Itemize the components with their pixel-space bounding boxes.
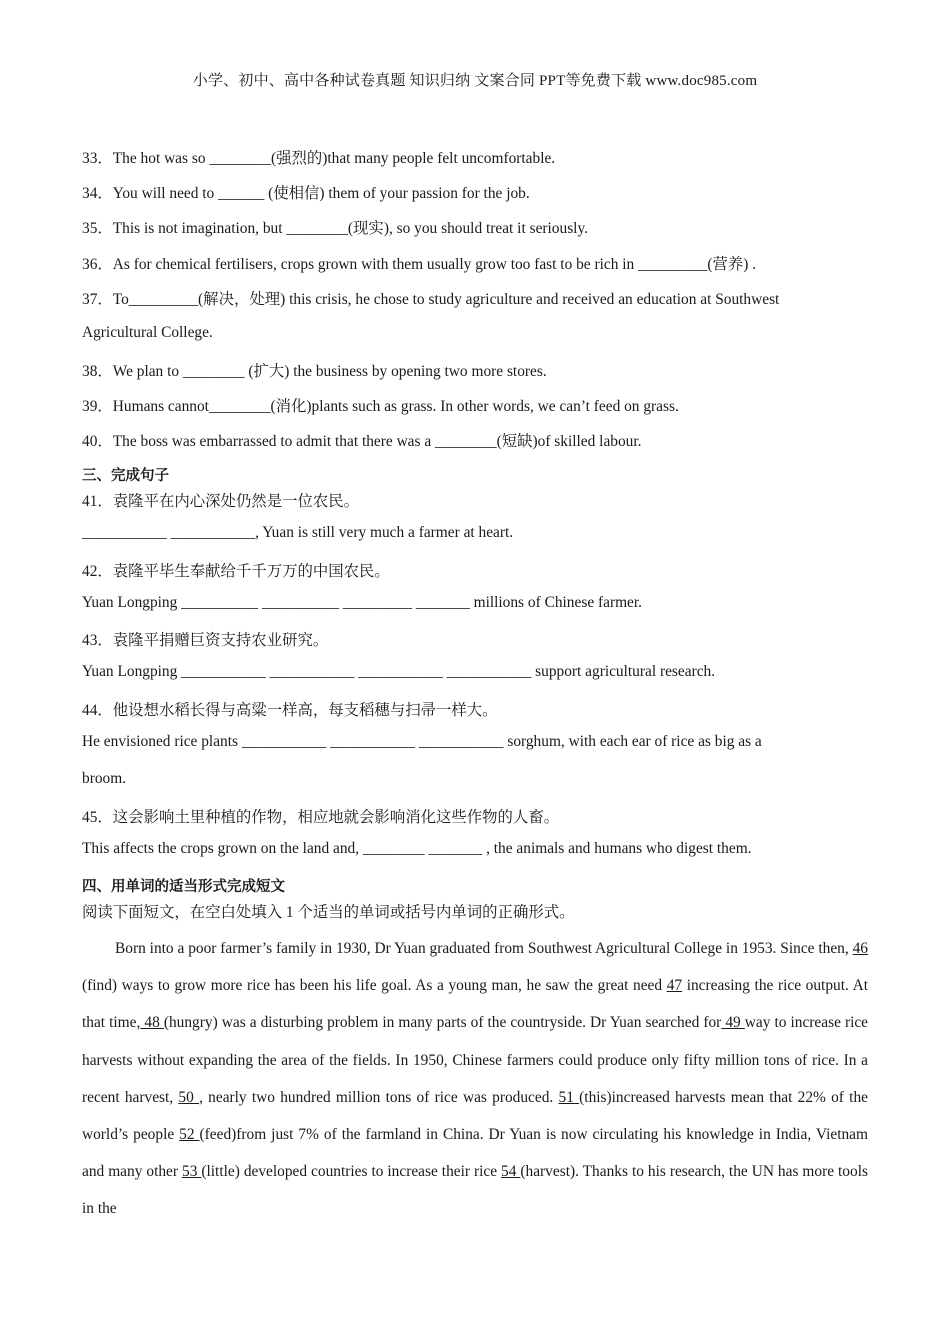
blank-49: 49 [721,1014,745,1032]
question-37-cont: Agricultural College. [82,324,213,341]
question-43-prompt: 43．袁隆平捐赠巨资支持农业研究。 [82,632,329,649]
passage-text: Born into a poor farmer’s family in 1930, Dr Yuan graduated from Southwest Agricultural College in 1953. Since then, [115,940,853,957]
passage-text: increasing the rice output. At that time, [82,977,869,1032]
section-heading-3: 三、完成句子 [82,468,169,484]
question-43-answer: Yuan Longping ___________ ___________ ___________ ___________ support agricultural research. [82,663,716,680]
question-34: 34．You will need to ______ (使相信) them of your passion for the job. [82,185,530,202]
question-41-prompt: 41．袁隆平在内心深处仍然是一位农民。 [82,493,360,510]
blank-54: 54 [501,1163,521,1181]
passage-text: (feed)from just 7% of the farmland in China. Dr Yuan is now circulating his knowledge in India, Vietnam and many other [82,1126,868,1181]
page-header: 小学、初中、高中各种试卷真题 知识归纳 文案合同 PPT等免费下载 www.doc985.com [192,73,758,89]
blank-53: 53 [182,1163,202,1181]
section-instructions: 阅读下面短文，在空白处填入 1 个适当的单词或括号内单词的正确形式。 [82,904,575,921]
question-36: 36．As for chemical fertilisers, crops grown with them usually grow too fast to be rich in _________(营养) . [82,256,757,273]
question-41-answer: ___________ ___________, Yuan is still very much a farmer at heart. [82,524,514,541]
question-42-answer: Yuan Longping __________ __________ _________ _______ millions of Chinese farmer. [82,594,643,611]
question-38: 38．We plan to ________ (扩大) the business by opening two more stores. [82,363,547,380]
section-heading-4: 四、用单词的适当形式完成短文 [82,879,285,895]
blank-47: 47 [666,977,683,995]
passage-text: (little) developed countries to increase their rice [201,1163,502,1181]
question-44-answer: He envisioned rice plants ___________ ___________ ___________ sorghum, with each ear of rice as big as a [82,733,762,750]
blank-51: 51 [558,1088,580,1106]
blank-48: 48 [140,1014,164,1032]
passage-text: way to increase rice harvests without expanding the area of the fields. In 1950, Chinese farmers could produce only fifty million tons of rice. In a recent harvest, [82,1014,869,1106]
question-40: 40．The boss was embarrassed to admit that there was a ________(短缺)of skilled labour. [82,433,642,450]
passage-text: (this)increased harvests mean that 22% of the world’s people [82,1088,868,1144]
passage-text: (find) ways to grow more rice has been his life goal. As a young man, he saw the great need [82,977,667,995]
question-39: 39．Humans cannot________(消化)plants such as grass. In other words, we can’t feed on grass. [82,398,679,415]
passage-text: (hungry) was a disturbing problem in many parts of the countryside. Dr Yuan searched for [163,1014,722,1032]
question-37: 37．To_________(解决，处理) this crisis, he chose to study agriculture and received an education at Southwest [82,291,780,308]
passage-text: (harvest). Thanks to his research, the UN has more tools in the [82,1163,868,1218]
question-42-prompt: 42．袁隆平毕生奉献给千千万万的中国农民。 [82,563,390,580]
blank-50: 50 [178,1088,200,1106]
question-35: 35．This is not imagination, but ________(现实), so you should treat it seriously. [82,220,589,237]
question-45-answer: This affects the crops grown on the land and, ________ _______ , the animals and humans who digest them. [82,840,752,857]
question-33: 33．The hot was so ________(强烈的)that many people felt uncomfortable. [82,150,556,167]
question-44-prompt: 44．他设想水稻长得与高粱一样高，每支稻穗与扫帚一样大。 [82,702,498,719]
question-44-cont: broom. [82,770,127,787]
passage-text: , nearly two hundred million tons of rice was produced. [199,1088,559,1106]
blank-46: 46 [852,940,868,957]
reading-passage [82,930,868,1228]
question-45-prompt: 45．这会影响土里种植的作物，相应地就会影响消化这些作物的人畜。 [82,809,560,826]
blank-52: 52 [179,1126,200,1144]
